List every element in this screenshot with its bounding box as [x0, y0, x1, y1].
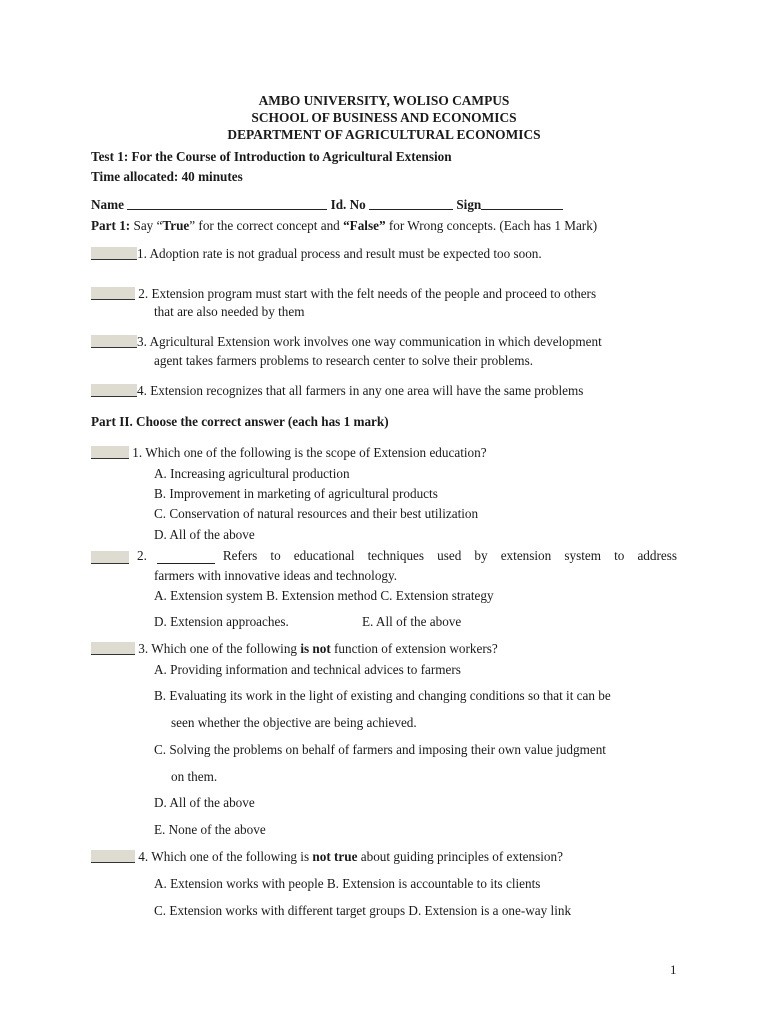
school-title: SCHOOL OF BUSINESS AND ECONOMICS — [251, 110, 517, 125]
option-d: D. All of the above — [154, 795, 255, 810]
stem-b: about guiding principles of extension? — [357, 849, 563, 864]
option-c: C. Solving the problems on behalf of farmers and imposing their own value judgment — [154, 742, 606, 757]
answer-blank[interactable] — [91, 384, 137, 397]
option-e: E. All of the above — [362, 614, 462, 629]
question-text: 4. Extension recognizes that all farmers in any one area will have the same problems — [137, 383, 584, 398]
answer-blank[interactable] — [91, 335, 137, 348]
question-text: 3. Agricultural Extension work involves one way communication in which development — [137, 334, 602, 349]
option-a: A. Increasing agricultural production — [154, 466, 350, 481]
question-text: 1. Adoption rate is not gradual process and result must be expected too soon. — [137, 246, 542, 261]
question-stem-cont: farmers with innovative ideas and technology. — [154, 568, 398, 583]
name-label: Name — [91, 197, 124, 212]
part2-question-4 — [91, 849, 563, 865]
department-title: DEPARTMENT OF AGRICULTURAL ECONOMICS — [227, 127, 541, 142]
question-text-cont: that are also needed by them — [154, 304, 305, 319]
part1-instr-c: for Wrong concepts. (Each has 1 Mark) — [385, 218, 598, 233]
option-d: D. Extension approaches. — [154, 614, 289, 629]
false-word: “False” — [343, 218, 386, 233]
part1-label: Part 1: — [91, 218, 131, 233]
test-title: Test 1: For the Course of Introduction to Agricultural Extension — [91, 149, 452, 164]
true-word: True — [162, 218, 190, 233]
option-a: A. Providing information and technical advices to farmers — [154, 662, 461, 677]
question-stem: 1. Which one of the following is the scope of Extension education? — [132, 445, 487, 460]
question-text-cont: agent takes farmers problems to research center to solve their problems. — [154, 353, 533, 368]
options-abc: A. Extension system B. Extension method C. Extension strategy — [154, 588, 494, 603]
university-title: AMBO UNIVERSITY, WOLISO CAMPUS — [258, 93, 510, 108]
stem-b: function of extension workers? — [330, 641, 498, 656]
answer-blank[interactable] — [91, 446, 129, 459]
options-ab: A. Extension works with people B. Extension is accountable to its clients — [154, 876, 541, 891]
part1-question-2 — [91, 286, 596, 302]
sign-field[interactable] — [481, 198, 563, 210]
options-cd: C. Extension works with different target groups D. Extension is a one-way link — [154, 903, 572, 918]
answer-blank[interactable] — [91, 247, 137, 260]
part2-heading: Part II. Choose the correct answer (each has 1 mark) — [91, 414, 389, 429]
answer-blank[interactable] — [91, 642, 135, 655]
part2-question-3 — [91, 641, 498, 657]
option-d: D. All of the above — [154, 527, 255, 542]
part2-question-1 — [91, 445, 487, 461]
question-stem: Refers to educational techniques used by extension system to address — [222, 548, 677, 563]
stem-bold: is not — [300, 641, 331, 656]
stem-a: 3. Which one of the following — [138, 641, 301, 656]
option-b: B. Evaluating its work in the light of existing and changing conditions so that it can be — [154, 688, 611, 703]
part1-instr-a: Say “ — [133, 218, 163, 233]
part1-question-1 — [91, 246, 542, 262]
part2-question-2 — [91, 548, 677, 564]
option-c: C. Conservation of natural resources and their best utilization — [154, 506, 479, 521]
name-field[interactable] — [127, 198, 327, 210]
answer-blank[interactable] — [91, 287, 135, 300]
part1-instr-b: ” for the correct concept and — [189, 218, 344, 233]
fill-in-blank[interactable] — [157, 552, 215, 564]
part1-question-4 — [91, 383, 583, 399]
option-e: E. None of the above — [154, 822, 266, 837]
option-c-cont: on them. — [171, 769, 218, 784]
question-number: 2. — [137, 548, 147, 563]
part1-instructions — [91, 218, 597, 234]
stem-a: 4. Which one of the following is — [138, 849, 313, 864]
question-text: 2. Extension program must start with the felt needs of the people and proceed to others — [138, 286, 597, 301]
sign-label: Sign — [456, 197, 482, 212]
option-b: B. Improvement in marketing of agricultural products — [154, 486, 438, 501]
answer-blank[interactable] — [91, 551, 129, 564]
part1-question-3 — [91, 334, 602, 350]
id-field[interactable] — [369, 198, 453, 210]
stem-bold: not true — [312, 849, 358, 864]
time-allocated: Time allocated: 40 minutes — [91, 169, 243, 184]
student-info-row — [91, 197, 563, 213]
answer-blank[interactable] — [91, 850, 135, 863]
option-b-cont: seen whether the objective are being achieved. — [171, 715, 417, 730]
id-label: Id. No — [330, 197, 366, 212]
page-number: 1 — [670, 962, 677, 977]
